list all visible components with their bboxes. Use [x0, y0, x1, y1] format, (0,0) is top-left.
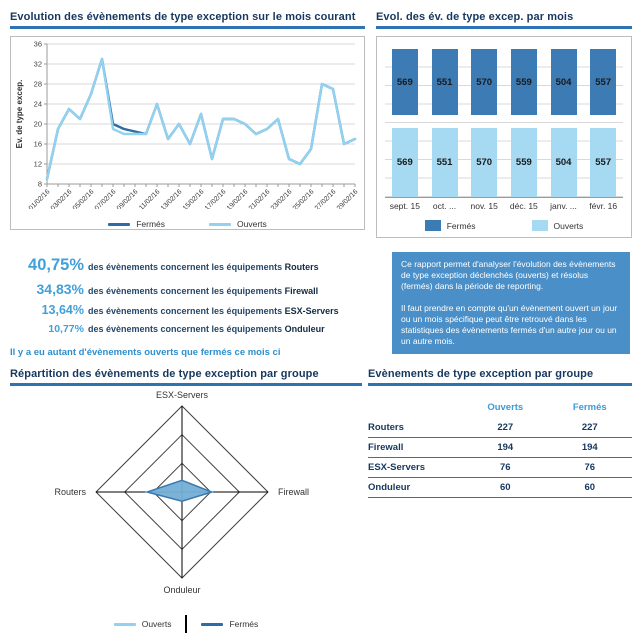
bar-chart-title: Evol. des év. de type excep. par mois: [376, 11, 574, 23]
stat-description: des évènements concernent les équipements Firewall: [88, 286, 319, 296]
legend-item-fermes: [108, 219, 165, 229]
legend-label: Ouverts: [141, 619, 172, 629]
radar-category-label: Routers: [54, 487, 86, 497]
stat-percentage: 34,83%: [36, 281, 84, 297]
x-tick-label: 19/02/16: [225, 188, 250, 209]
fermes-bar: [590, 49, 616, 115]
row-label: Firewall: [368, 438, 463, 458]
x-tick-label: 27/02/16: [313, 188, 338, 209]
ouverts-bar: [432, 128, 458, 197]
month-label: nov. 15: [470, 201, 498, 211]
month-label: févr. 16: [589, 201, 618, 211]
fermes-value: 60: [548, 478, 633, 498]
header-ouverts: Ouverts: [487, 402, 524, 413]
bar-plot-area: [385, 49, 623, 198]
info-paragraph: Ce rapport permet d'analyser l'évolution des évènements de type exception déclenchés (ouverts) et résolus (fermés) dans la période de reporting.: [401, 259, 616, 292]
bar-value-label: 559: [515, 76, 532, 88]
info-box: [392, 252, 630, 354]
legend-label: Fermés: [136, 219, 166, 229]
bar-chart-panel: [376, 11, 632, 238]
month-label: oct. ...: [432, 201, 457, 211]
legend-item-ouverts: [114, 619, 172, 629]
fermes-line-swatch: [201, 623, 223, 626]
title-rule: [368, 383, 632, 386]
y-tick-label: 32: [33, 59, 42, 69]
ouverts-bar: [590, 128, 616, 197]
radar-category-label: Onduleur: [163, 585, 201, 595]
bar-value-label: 559: [515, 157, 532, 168]
ouverts-bar: [471, 128, 497, 197]
bar-value-label: 569: [396, 157, 413, 168]
x-tick-label: 11/02/16: [138, 188, 162, 209]
legend-item-fermes: [425, 220, 476, 231]
radar-chart-panel: [10, 368, 362, 633]
stat-description: des évènements concernent les équipements Onduleur: [88, 324, 325, 334]
stat-percentage: 40,75%: [28, 256, 84, 274]
bar-value-label: 504: [555, 76, 572, 88]
month-label: déc. 15: [509, 201, 538, 211]
line-chart-legend: [11, 214, 364, 234]
x-tick-label: 03/02/16: [49, 188, 74, 209]
bar-column: [583, 49, 623, 197]
radar-legend: [10, 615, 362, 633]
stat-equipment: Routers: [284, 262, 319, 272]
y-tick-label: 12: [33, 159, 42, 169]
fermes-square-swatch: [425, 220, 441, 231]
radar-chart-svg: [10, 386, 362, 608]
y-tick-label: 8: [37, 179, 42, 189]
fermes-value: 76: [548, 458, 633, 478]
radar-chart-title: Répartition des évènements de type exception par groupe: [10, 368, 319, 380]
header-fermes: Fermés: [572, 402, 607, 413]
stat-row: [10, 281, 382, 297]
ouverts-line-swatch: [114, 623, 136, 626]
table-header-row: [368, 400, 632, 418]
x-tick-label: 25/02/16: [291, 188, 316, 209]
y-tick-label: 16: [33, 139, 42, 149]
fermes-value: 194: [548, 438, 633, 458]
legend-item-ouverts: [209, 219, 267, 229]
ouverts-bar: [511, 128, 537, 197]
bar-value-label: 557: [595, 157, 612, 168]
x-tick-label: 21/02/16: [247, 188, 272, 209]
y-axis-label: Ev. de type excep.: [15, 79, 24, 149]
ouverts-value: 194: [463, 438, 547, 458]
bar-columns: [385, 49, 623, 197]
x-tick-label: 01/02/16: [27, 188, 52, 209]
ouverts-square-swatch: [532, 220, 548, 231]
x-tick-label: 05/02/16: [71, 188, 96, 209]
line-chart-panel: [10, 11, 365, 230]
bar-column: [385, 49, 425, 197]
bar-column: [425, 49, 465, 197]
legend-item-fermes: [201, 619, 258, 629]
title-rule: [10, 26, 365, 29]
ouverts-value: 76: [463, 458, 547, 478]
bar-value-label: 570: [476, 157, 493, 168]
fermes-bar: [392, 49, 418, 115]
title-rule: [376, 26, 632, 29]
stat-equipment: ESX-Servers: [284, 306, 339, 316]
bar-month-labels: [385, 201, 623, 211]
month-label: janv. ...: [550, 201, 577, 211]
y-tick-label: 28: [33, 79, 42, 89]
table-title: Evènements de type exception par groupe: [368, 368, 594, 380]
fermes-value: 227: [548, 418, 633, 438]
table-row: [368, 458, 632, 478]
line-chart-svg: [11, 37, 364, 209]
row-label: Routers: [368, 418, 463, 438]
bar-value-label: 551: [436, 157, 453, 168]
stats-summary: [10, 256, 382, 358]
exception-table: [368, 400, 632, 498]
table-row: [368, 478, 632, 498]
table-panel: [368, 368, 632, 498]
stat-percentage: 13,64%: [41, 303, 84, 317]
radar-category-label: ESX-Servers: [155, 390, 209, 400]
bar-value-label: 557: [595, 76, 612, 88]
legend-label: Ouverts: [553, 220, 584, 231]
series-line-ouverts: [47, 59, 355, 179]
ouverts-value: 227: [463, 418, 547, 438]
stat-note: Il y a eu autant d'évènements ouverts que fermés ce mois ci: [10, 347, 281, 358]
bar-chart-legend: [377, 220, 631, 231]
info-paragraph: Il faut prendre en compte qu'un évènement ouvert un jour ou un mois spécifique peut être retrouvé dans les statistiques des évènements fermés d'un autre jour ou un un autre mois.: [401, 303, 618, 347]
y-tick-label: 20: [33, 119, 42, 129]
legend-divider: [185, 615, 187, 633]
legend-label: Fermés: [229, 619, 259, 629]
bar-value-label: 551: [436, 76, 453, 88]
line-chart: [10, 36, 365, 230]
x-tick-label: 09/02/16: [115, 188, 140, 209]
radar-category-label: Firewall: [278, 487, 310, 497]
ouverts-bar: [392, 128, 418, 197]
bar-chart: [376, 36, 632, 238]
line-chart-title: Evolution des évènements de type exception sur le mois courant: [10, 11, 356, 23]
x-tick-label: 15/02/16: [181, 188, 206, 209]
y-tick-label: 36: [33, 39, 42, 49]
legend-label: Fermés: [446, 220, 476, 231]
month-label: sept. 15: [389, 201, 420, 211]
x-tick-label: 29/02/16: [335, 188, 360, 209]
stat-row: [10, 303, 382, 317]
bar-column: [504, 49, 544, 197]
ouverts-bar: [551, 128, 577, 197]
legend-label: Ouverts: [237, 219, 267, 229]
row-label: Onduleur: [368, 478, 463, 498]
table-row: [368, 438, 632, 458]
x-tick-label: 07/02/16: [93, 188, 118, 209]
legend-item-ouverts: [532, 220, 584, 231]
fermes-bar: [432, 49, 458, 115]
ouverts-value: 60: [463, 478, 547, 498]
x-tick-label: 17/02/16: [203, 188, 228, 209]
bar-value-label: 569: [396, 76, 413, 88]
header-empty: [368, 400, 463, 418]
x-tick-label: 23/02/16: [269, 188, 294, 209]
fermes-line-swatch: [108, 223, 130, 226]
y-tick-label: 24: [33, 99, 42, 109]
row-label: ESX-Servers: [368, 458, 463, 478]
stat-row: [10, 256, 382, 275]
stat-description: des évènements concernent les équipements ESX-Servers: [88, 306, 339, 316]
fermes-bar: [471, 49, 497, 115]
stat-row: [10, 323, 382, 335]
fermes-bar: [551, 49, 577, 115]
stat-percentage: 10,77%: [48, 323, 84, 335]
ouverts-line-swatch: [209, 223, 231, 226]
bar-column: [464, 49, 504, 197]
stat-description: des évènements concernent les équipements Routers: [88, 262, 319, 272]
table-row: [368, 418, 632, 438]
stat-equipment: Onduleur: [284, 324, 325, 334]
bar-value-label: 570: [476, 76, 493, 88]
bar-column: [544, 49, 584, 197]
bar-value-label: 504: [555, 157, 572, 168]
stat-equipment: Firewall: [284, 286, 319, 296]
x-tick-label: 13/02/16: [159, 188, 184, 209]
fermes-bar: [511, 49, 537, 115]
